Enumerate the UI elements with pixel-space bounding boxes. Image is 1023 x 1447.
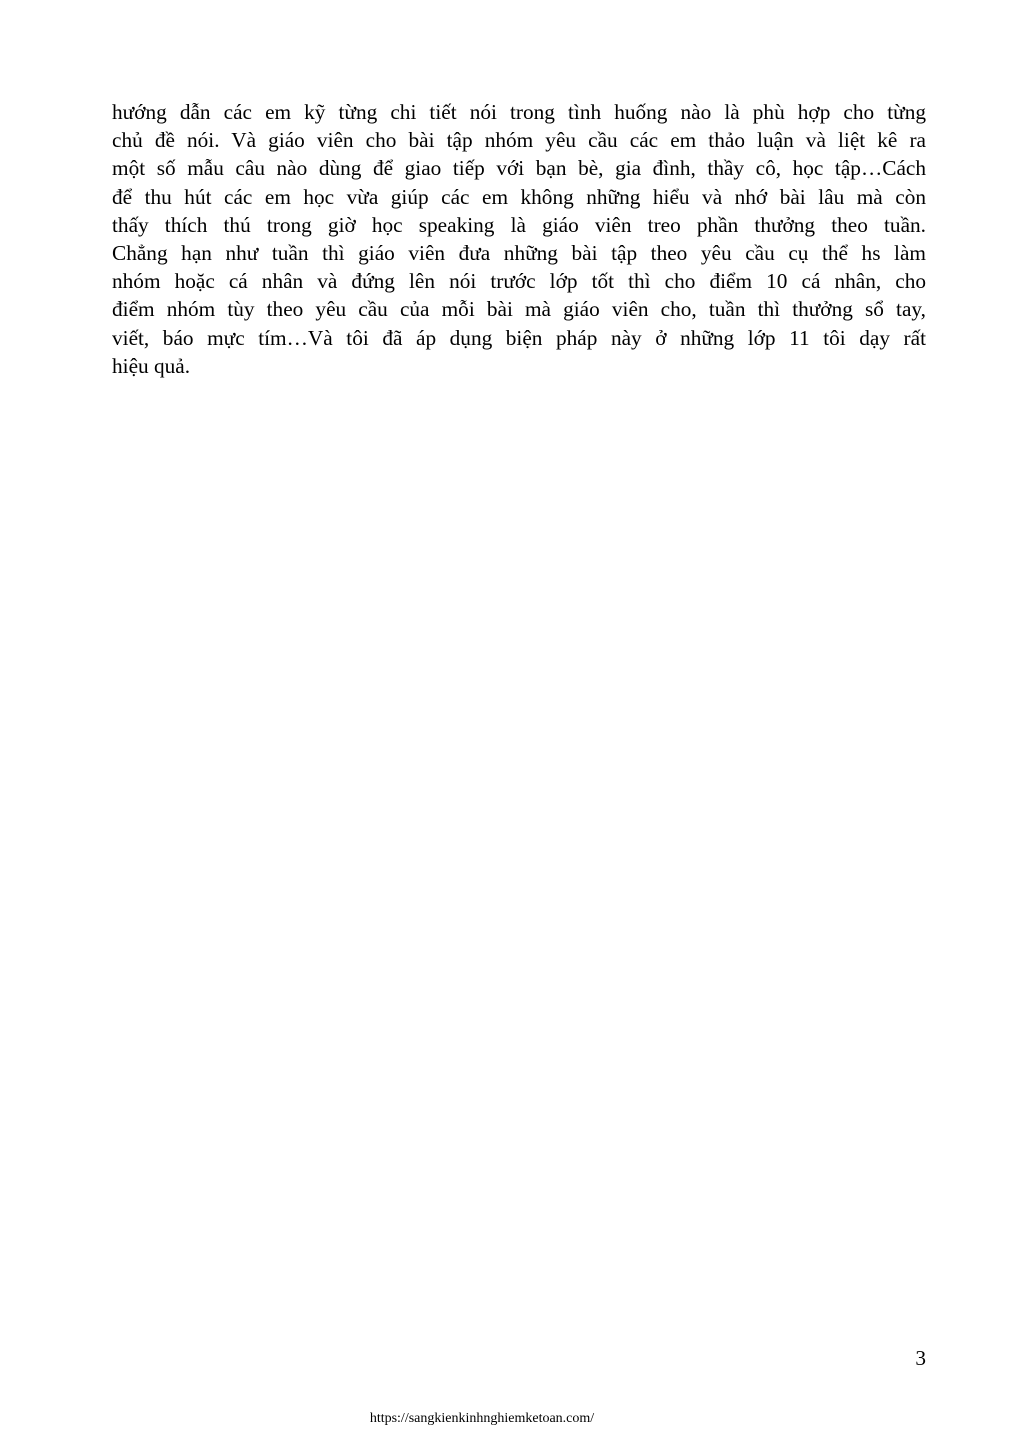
paragraph-line: một số mẫu câu nào dùng để giao tiếp với bạn bè, gia đình, thầy cô, học tập…Cách bbox=[112, 156, 926, 181]
paragraph-line: để thu hút các em học vừa giúp các em không những hiểu và nhớ bài lâu mà còn bbox=[112, 184, 926, 209]
footer-url[interactable]: https://sangkienkinhnghiemketoan.com/ bbox=[369, 1411, 595, 1426]
paragraph-line: nhóm hoặc cá nhân và đứng lên nói trước lớp tốt thì cho điểm 10 cá nhân, cho bbox=[112, 269, 926, 294]
paragraph-line: điểm nhóm tùy theo yêu cầu của mỗi bài mà giáo viên cho, tuần thì thưởng sổ tay, bbox=[112, 297, 926, 322]
page-number: 3 bbox=[915, 1346, 926, 1370]
paragraph-line: thấy thích thú trong giờ học speaking là giáo viên treo phần thưởng theo tuần. bbox=[112, 212, 926, 237]
paragraph-line: Chẳng hạn như tuần thì giáo viên đưa những bài tập theo yêu cầu cụ thể hs làm bbox=[112, 241, 926, 266]
paragraph-line: chủ đề nói. Và giáo viên cho bài tập nhóm yêu cầu các em thảo luận và liệt kê ra bbox=[112, 128, 926, 153]
paragraph-line: viết, báo mực tím…Và tôi đã áp dụng biện pháp này ở những lớp 11 tôi dạy rất bbox=[112, 325, 926, 350]
paragraph-line: hướng dẫn các em kỹ từng chi tiết nói trong tình huống nào là phù hợp cho từng bbox=[112, 100, 926, 124]
paragraph-line: hiệu quả. bbox=[112, 353, 191, 378]
body-paragraph bbox=[112, 98, 926, 380]
